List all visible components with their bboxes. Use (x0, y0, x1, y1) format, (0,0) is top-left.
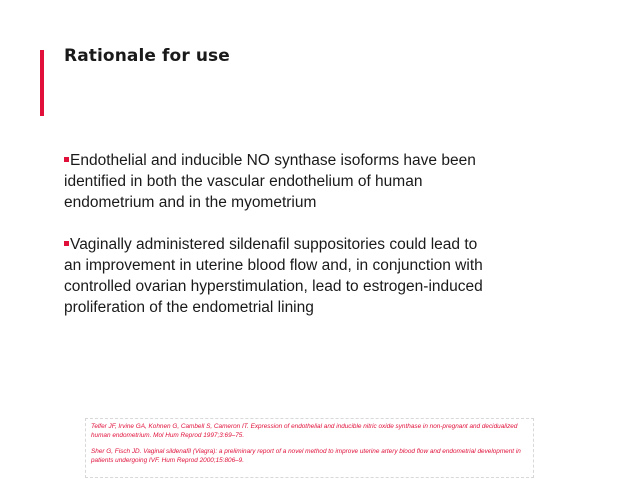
bullet-item (64, 150, 484, 213)
reference-item: Sher G, Fisch JD. Vaginal sildenafil (Viagra): a preliminary report of a novel method to improve uterine artery blood flow and endometrial development in patients undergoing IVF. Hum Reprod 2000;15:806–9. (91, 448, 521, 464)
bullet-text: Vaginally administered sildenafil suppositories could lead to an improvement in uterine blood flow and, in conjunction with controlled ovarian hyperstimulation, lead to estrogen-induced proliferation of the endometrial lining (64, 236, 483, 316)
bullet-square-icon (64, 157, 69, 162)
slide-title: Rationale for use (64, 46, 230, 66)
references-box (85, 418, 534, 478)
reference-item: Telfer JF, Irvine GA, Kohnen G, Cambell S, Cameron IT. Expression of endothelial and inducible nitric oxide synthase in non-pregnant and decidualized human endometrium. Mol Hum Reprod 1997;3:69–75. (91, 423, 518, 439)
title-accent-bar (40, 50, 44, 116)
slide-body (64, 150, 484, 339)
bullet-square-icon (64, 241, 69, 246)
bullet-item (64, 234, 484, 318)
bullet-text: Endothelial and inducible NO synthase isoforms have been identified in both the vascular endothelium of human endometrium and in the myometrium (64, 152, 476, 211)
